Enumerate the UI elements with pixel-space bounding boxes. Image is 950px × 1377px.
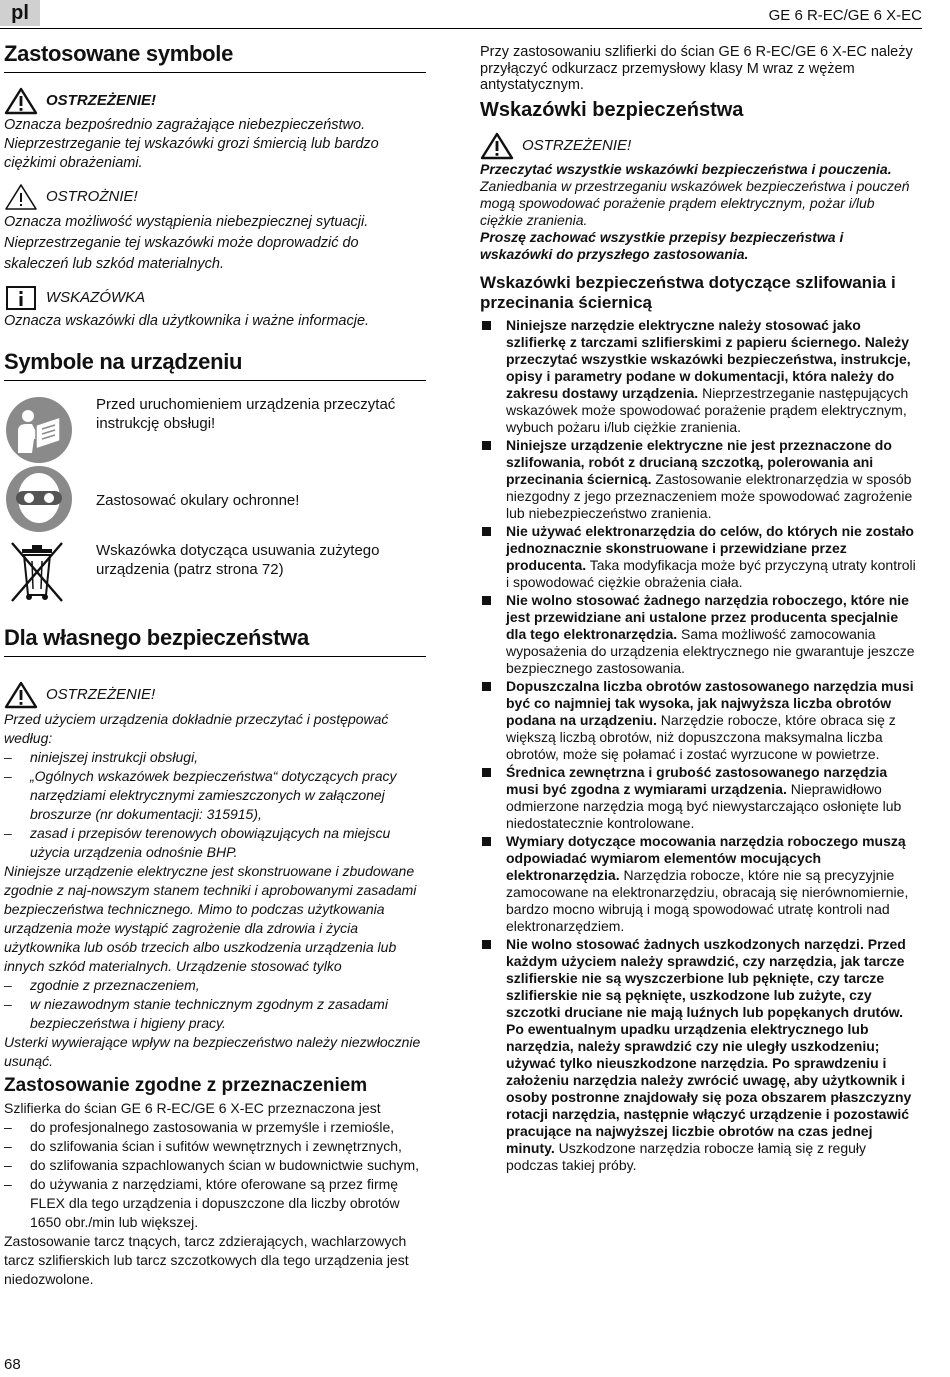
info-notice-head <box>4 285 426 311</box>
page-number: 68 <box>4 1356 21 1373</box>
intended-use-end: Zastosowanie tarcz tnących, tarcz zdzierających, wachlarzowych tarcz szlifierskich lub tarcz szczotkowych dla tego urządzenia jest niedozwolone. <box>4 1233 409 1287</box>
symbol-row-manual <box>4 395 426 470</box>
dash-item: – zgodnie z przeznaczeniem, <box>4 977 200 993</box>
warning-paragraph: Niniejsze urządzenie elektryczne jest skonstruowane i zbudowane zgodnie z naj-nowszym stanem techniki i aprobowanymi zasadami bezpieczeństwa technicznego. Mimo to podczas użytkowania urządzenia może wystąpić zagrożenie dla zdrowia i życia użytkownika lub osób trzecich albo uszkodzenia urządzenia lub innych szkód materialnych. Urządzenie stosować tylko <box>4 863 417 974</box>
warning-notice-head <box>4 87 426 115</box>
section-title-own-safety: Dla własnego bezpieczeństwa <box>4 624 426 657</box>
dust-extractor-intro: Przy zastosowaniu szlifierki do ścian GE 6 R-EC/GE 6 X-EC należy przyłączyć odkurzacz przemysłowy klasy M wraz z wężem antystatycznym. <box>480 44 913 93</box>
header-divider <box>0 28 922 29</box>
list-item: Niniejsze narzędzie elektryczne należy stosować jako szlifierkę z tarczami szlifierskimi z papieru ściernego. Należy przeczytać wszystkie wskazówki bezpieczeństwa, instrukcje, opisy i parametry podane w dokumentacji, która należy do zakresu dostawy urządzenia. Nieprzestrzeganie następujących wskazówek może spowodować porażenie prądem elektrycznym, wybuch pożaru i/lub ciężkie zranienia. <box>480 317 918 436</box>
safety-goggles-icon <box>4 464 74 534</box>
section-title-grinding-safety: Wskazówki bezpieczeństwa dotyczące szlifowania i przecinania ściernicą <box>480 272 896 312</box>
crossed-bin-icon <box>4 539 70 605</box>
dash-item: – „Ogólnych wskazówek bezpieczeństwa“ dotyczących pracy narzędziami elektrycznymi zamieszczonych w załączonej broszurze (nr dokumentacji: 315915), <box>4 768 397 822</box>
caution-label: OSTROŻNIE! <box>46 188 138 205</box>
symbol-goggles-text: Zastosować okulary ochronne! <box>96 492 300 509</box>
symbol-row-disposal <box>4 539 426 610</box>
info-label: WSKAZÓWKA <box>46 289 146 306</box>
warning-triangle-icon <box>480 132 514 160</box>
list-item: Nie wolno stosować żadnego narzędzia roboczego, które nie jest przewidziane ani ustalone przez producenta specjalnie dla tego elektronarzędzia. Sama możliwość zamocowania wyposażenia do urządzenia elektrycznego nie gwarantuje jeszcze bezpiecznego zastosowania. <box>480 592 918 677</box>
info-text: Oznacza wskazówki dla użytkownika i ważne informacje. <box>4 313 370 329</box>
warning-triangle-icon <box>4 681 38 709</box>
intended-use-block <box>4 1099 426 1289</box>
caution-notice-head <box>4 183 426 211</box>
warning-notice-head-2 <box>4 681 426 709</box>
caution-text: Oznacza możliwość wystąpienia niebezpiecznej sytuacji. Nieprzestrzeganie tej wskazówki może doprowadzić do skaleczeń lub szkód materialnych. <box>4 214 369 272</box>
caution-triangle-icon <box>4 183 38 211</box>
section-title-safety-instructions: Wskazówki bezpieczeństwa <box>480 98 744 121</box>
section-title-device-symbols: Symbole na urządzeniu <box>4 348 426 381</box>
symbol-disposal-text: Wskazówka dotycząca usuwania zużytego urządzenia (patrz strona 72) <box>96 542 380 578</box>
symbol-row-goggles <box>4 464 426 539</box>
dash-item: – do szlifowania szpachlowanych ścian w budownictwie suchym, <box>4 1157 420 1173</box>
intended-use-intro: Szlifierka do ścian GE 6 R-EC/GE 6 X-EC przeznaczona jest <box>4 1100 381 1116</box>
dash-item: – niniejszej instrukcji obsługi, <box>4 749 199 765</box>
warning-triangle-icon <box>4 87 38 115</box>
warning-text: Oznacza bezpośrednio zagrażające niebezpieczeństwo. Nieprzestrzeganie tej wskazówki grozi śmiercią lub bardzo ciężkimi obrażeniami. <box>4 117 379 171</box>
list-item: Nie używać elektronarzędzia do celów, do których nie zostało jednoznacznie skonstruowane i przewidziane przez producenta. Taka modyfikacja może być przyczyną utraty kontroli i spowodować ciężkie obrażenia ciała. <box>480 523 918 591</box>
model-header: GE 6 R-EC/GE 6 X-EC <box>768 7 922 24</box>
warning-label-2: OSTRZEŻENIE! <box>46 686 156 703</box>
safety-bullet-list <box>480 317 918 1174</box>
warning-text-3: Przeczytać wszystkie wskazówki bezpieczeństwa i pouczenia. Zaniedbania w przestrzeganiu wskazówek bezpieczeństwa i pouczeń mogą spowodować porażenie prądem elektrycznym, pożar i/lub ciężkie zranienia. Proszę zachować wszystkie przepisy bezpieczeństwa i wskazówki do przyszłego zastosowania. <box>480 160 910 262</box>
warning-label-3: OSTRZEŻENIE! <box>522 136 632 154</box>
dash-item: – do szlifowania ścian i sufitów wewnętrznych i zewnętrznych, <box>4 1138 402 1154</box>
dash-item: – do profesjonalnego zastosowania w przemyśle i rzemiośle, <box>4 1119 395 1135</box>
list-item: Średnica zewnętrzna i grubość zastosowanego narzędzia musi być zgodna z wymiarami urządzenia. Nieprawidłowo odmierzone narzędzia mogą być niewystarczająco osłonięte lub niedostatecznie kontrolowane. <box>480 764 918 832</box>
section-title-intended-use: Zastosowanie zgodne z przeznaczeniem <box>4 1075 368 1096</box>
list-item: Nie wolno stosować żadnych uszkodzonych narzędzi. Przed każdym użyciem należy sprawdzić, czy narzędzia, jak tarcze szlifierskie nie są wyszczerbione lub pęknięte, czy tarcze szlifierskie nie są pęknięte, uszkodzone lub zużyte, czy szczotki druciane nie mają luźnych lub popękanych drutów. Po ewentualnym upadku urządzenia elektrycznego lub narzędzia, należy sprawdzić czy nie uległy uszkodzeniu; używać tylko nieuszkodzone narzędzia. Po sprawdzeniu i założeniu narzędzia należy zwrócić uwagę, aby użytkownik i osoby postronne znajdowały się poza obszarem płaszczyzny rotacji narzędzia, następnie włączyć urządzenie i pozostawić pracujące na najwyższej liczbie obrotów na czas jednej minuty. Uszkodzone narzędzia robocze łamią się z reguły podczas takiej próby. <box>480 936 918 1174</box>
list-item: Dopuszczalna liczba obrotów zastosowanego narzędzia musi być co najmniej tak wysoka, jak najwyższa liczba obrotów podana na urządzeniu. Narzędzie robocze, które obraca się z większą liczbą obrotów, niż dopuszczona maksymalna liczba obrotów, może się połamać i zostać wyrzucone w powietrze. <box>480 678 918 763</box>
section-title-symbols: Zastosowane symbole <box>4 40 426 73</box>
dash-item: – zasad i przepisów terenowych obowiązujących na miejscu użycia urządzenia odnośnie BHP. <box>4 825 391 860</box>
warning-label: OSTRZEŻENIE! <box>46 92 157 109</box>
right-column <box>480 44 918 1175</box>
symbol-manual-text: Przed uruchomieniem urządzenia przeczytać instrukcję obsługi! <box>96 396 396 432</box>
warning-block-2 <box>4 710 426 1071</box>
list-item: Wymiary dotyczące mocowania narzędzia roboczego muszą odpowiadać wymiarom elementów mocujących elektronarzędzia. Narzędzia robocze, które nie są precyzyjnie zamocowane na elektronarzędziu, obracają się nierównomiernie, bardzo mocno wibrują i mogą spowodować utratę kontroli nad elektronarzędziem. <box>480 833 918 935</box>
read-manual-icon <box>4 395 74 465</box>
list-item: Niniejsze urządzenie elektryczne nie jest przeznaczone do szlifowania, robót z drucianą szczotką, polerowania ani przecinania ściernicą. Zastosowanie elektronarzędzia w sposób niezgodny z jego przeznaczeniem może spowodować zagrożenie lub niebezpieczeństwo zranienia. <box>480 437 918 522</box>
dash-item: – do używania z narzędziami, które oferowane są przez firmę FLEX dla tego urządzenia i dopuszczone dla liczby obrotów 1650 obr./min lub większej. <box>4 1176 400 1230</box>
language-tab: pl <box>0 0 40 26</box>
left-column <box>4 40 426 1289</box>
warning-notice-head-3 <box>480 132 918 160</box>
dash-item: – w niezawodnym stanie technicznym zgodnym z zasadami bezpieczeństwa i higieny pracy. <box>4 996 388 1031</box>
warning-intro: Przed użyciem urządzenia dokładnie przeczytać i postępować według: <box>4 711 389 746</box>
info-icon <box>4 285 38 311</box>
warning-end: Usterki wywierające wpływ na bezpieczeństwo należy niezwłocznie usunąć. <box>4 1034 421 1069</box>
